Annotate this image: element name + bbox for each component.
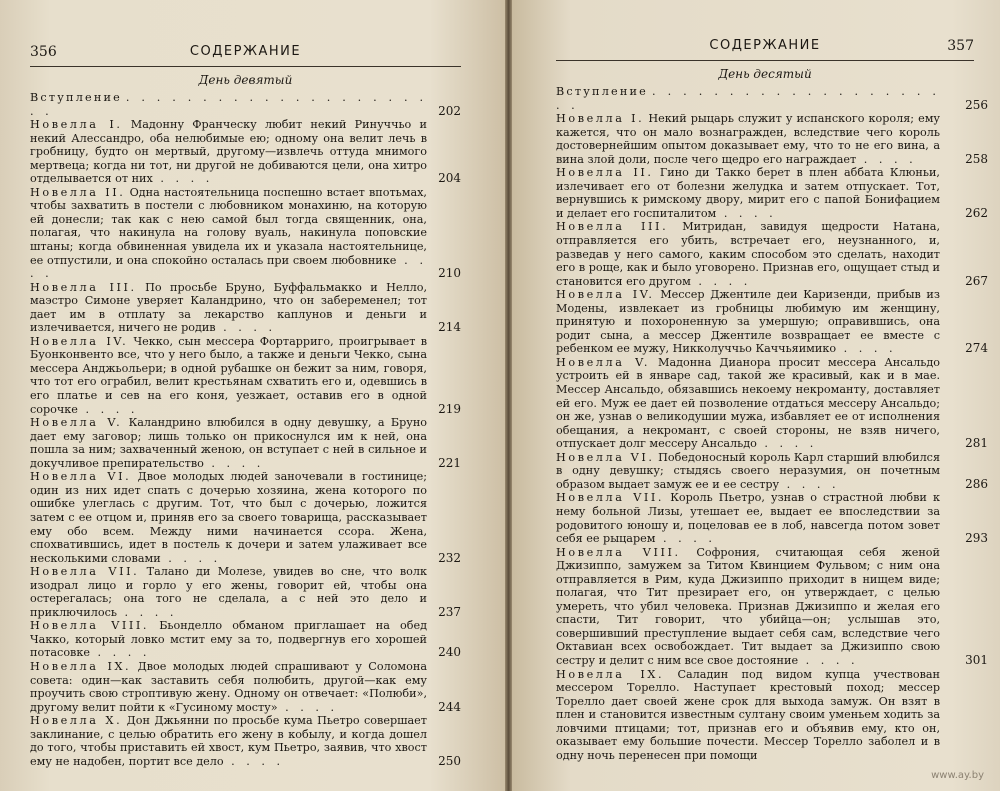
toc-entry: Новелла VI. Победоносный король Карл старший влюбился в одну девушку; стыдясь своего неразумия, он почетным образом выдает замуж ее и ее сестру . . . . 286 bbox=[556, 450, 988, 491]
right-page bbox=[512, 0, 1000, 791]
toc-page-ref: 204 bbox=[438, 171, 461, 186]
toc-entry-label: Новелла IV. bbox=[30, 334, 129, 348]
toc-entry: Новелла I. Некий рыцарь служит у испанского короля; ему кажется, что он мало вознагражден, вследствие чего король достовернейшим опытом доказывает ему, что то не его вина, а вина злой доли, после чего щедро его награждает . . . . 258 bbox=[556, 112, 988, 166]
toc-entry-label: Новелла VIII. bbox=[556, 545, 681, 559]
toc-entry-text: Софрония, считающая себя женой Джизиппо, замужем за Титом Квинцием Фульвом; с ним она отправляется в Рим, куда Джизиппо приходит в нищем виде; полагая, что Тит презирает его, он утверждает, с целью умереть, что убил человека. Признав Джизиппо и желая его спасти, Тит говорит, что убийца—он; услышав это, совершивший преступление выдает себя сам, вследствие чего Октавиан всех освобождает. Тит выдает за Джизиппо свою сестру и делит с ним все свое достояние bbox=[556, 545, 940, 667]
toc-entry-label: Новелла IX. bbox=[30, 659, 132, 673]
toc-entry-label: Новелла IV. bbox=[556, 288, 655, 302]
toc-entry-text: Гино ди Такко берет в плен аббата Клюньи, излечивает его от болезни желудка и затем отпускает. Тот, вернувшись к римскому двору, мирит его с папой Бонифацием и делает его госпиталитом bbox=[556, 166, 940, 220]
toc-entry-label: Новелла I. bbox=[556, 112, 645, 126]
watermark: www.ay.by bbox=[931, 770, 984, 781]
toc-entry-text: Одна настоятельница поспешно встает впотьмах, чтобы захватить в постели с любовником монахиню, на которую ей донесли; так как с нею самой был тогда священник, она, полагая, что накинула на голову вуаль, накинула поповские штаны; когда обвиненная увидела их и указала настоятельнице, ее отпустили, и она спокойно осталась при своем любовнике bbox=[30, 185, 427, 267]
toc-entry: Новелла VII. Талано ди Молезе, увидев во сне, что волк изодрал лицо и горло у его жены, говорит ей, чтобы она остерегалась; она того не сделала, а с ней это дело и приключилось . . . . 237 bbox=[30, 565, 461, 619]
toc-entry-label: Новелла I. bbox=[30, 118, 123, 132]
day-title-left: День девятый bbox=[198, 73, 293, 87]
toc-entry-label: Новелла X. bbox=[30, 714, 123, 728]
toc-entry-label: Новелла VII. bbox=[30, 565, 140, 579]
toc-intro-left: Вступление . . . . . . . . . . . . . . . . . . . . . . 202 bbox=[30, 91, 461, 118]
toc-intro-label: Вступление bbox=[30, 91, 122, 104]
toc-entry-text: Каландрино влюбился в одну девушку, а Бруно дает ему заговор; лишь только он прикоснулся им к ней, она пошла за ним; захваченный женою, он вступает с ней в сильное и докучливое препирательство bbox=[30, 416, 428, 470]
toc-page-ref: 240 bbox=[438, 645, 461, 660]
toc-page-ref: 202 bbox=[438, 103, 461, 118]
toc-entry-text: По просьбе Бруно, Буффальмакко и Нелло, маэстро Симоне уверяет Каландрино, что он забеременел; тот дает им в отплату за лекарство каплунов и деньги и излечивается, ничего не родив bbox=[30, 280, 428, 335]
toc-page-ref: 262 bbox=[965, 205, 988, 220]
toc-entry: Новелла III. Митридан, завидуя щедрости Натана, отправляется его убить, встречает его, неузнанного, и, разведав у него самого, каким способом это сделать, находит его в роще, как и было уговорено. Признав его, ощущает стыд и становится его другом . . . . 267 bbox=[556, 220, 988, 288]
toc-entry-text: Саладин под видом купца учествован мессером Торелло. Наступает крестовый поход; мессер Торелло дает своей жене срок для выхода замуж. Он взят в плен и становится известным султану своим уменьем ходить за ловчими птицами; тот, признав его и объявив ему, кто он, оказывает ему большие почести. Мессер Торелло заболел и в одну ночь перенесен при помощи bbox=[556, 667, 940, 762]
toc-page-ref: 244 bbox=[438, 699, 461, 714]
toc-page-ref: 221 bbox=[438, 455, 461, 470]
toc-page-ref: 281 bbox=[965, 436, 988, 451]
toc-page-ref: 286 bbox=[965, 476, 988, 491]
toc-entry-label: Новелла III. bbox=[556, 220, 669, 234]
toc-entry-label: Новелла VII. bbox=[556, 491, 665, 505]
toc-entry: Новелла II. Одна настоятельница поспешно встает впотьмах, чтобы захватить в постели с любовником монахиню, на которую ей донесли; так как с нею самой был тогда священник, она, полагая, что накинула на голову вуаль, накинула поповские штаны; когда обвиненная увидела их и указала настоятельнице, ее отпустили, и она спокойно осталась при своем любовнике . . . . 210 bbox=[30, 185, 461, 281]
toc-entry-text: Двое молодых людей заночевали в гостинице; один из них идет спать с дочерью хозяина, жена которого по ошибке улеглась с другим. Тот, что был с дочерью, ложится затем с ее отцом и, приняв его за своего товарища, рассказывает ему обо всем. Между ними начинается ссора. Жена, спохватившись, идет в постель к дочери и затем улаживает все несколькими словами bbox=[30, 470, 427, 565]
toc-entry-label: Новелла II. bbox=[30, 185, 126, 199]
toc-entry-label: Новелла III. bbox=[30, 280, 137, 294]
toc-entry-text: Мессер Джентиле деи Каризенди, прибыв из Модены, извлекает из гробницы любимую им женщину, принятую и похороненную за умершую; оправившись, она родит сына, а мессер Джентиле возвращает ее вместе с ребенком ее мужу, Никколуччьо Каччьяимико bbox=[556, 288, 940, 356]
toc-entry: Новелла V. Мадонна Дианора просит мессера Ансальдо устроить ей в январе сад, такой же красивый, как и в мае. Мессер Ансальдо, обязавшись некоему некроманту, доставляет ей его. Муж ее дает ей позволение отдаться мессеру Ансальдо; он же, узнав о великодушии мужа, избавляет ее от исполнения обещания, а некромант, с своей стороны, не взяв ничего, отпускает долг мессеру Ансальдо . . . . 281 bbox=[556, 355, 988, 451]
toc-list-right bbox=[556, 112, 988, 762]
toc-page-ref: 214 bbox=[438, 320, 461, 335]
toc-entry-label: Новелла V. bbox=[30, 416, 123, 430]
toc-entry-label: Новелла VI. bbox=[556, 450, 655, 464]
toc-entry: Новелла IX. Двое молодых людей спрашивают у Соломона совета: один—как заставить себя полюбить, другой—как ему проучить свою строптивую жену. Одному он отвечает: «Полюби», другому велит пойти к «Гусиному мосту» . . . . 244 bbox=[30, 659, 461, 714]
toc-entry: Новелла I. Мадонну Франческу любит некий Ринуччьо и некий Алессандро, оба нелюбимые ею; одному она велит лечь в гробницу, будто он мертвый, другому—извлечь оттуда мнимого мертвеца; когда ни тот, ни другой не добиваются цели, она хитро отделывается от них . . . . 204 bbox=[30, 118, 461, 186]
toc-entry-text: Мадонну Франческу любит некий Ринуччьо и некий Алессандро, оба нелюбимые ею; одному она велит лечь в гробницу, будто он мертвый, другому—извлечь оттуда мнимого мертвеца; когда ни тот, ни другой не добиваются цели, она хитро отделывается от них bbox=[30, 118, 427, 186]
book-gutter bbox=[505, 0, 512, 791]
running-header-left bbox=[30, 42, 461, 67]
toc-page-ref: 232 bbox=[438, 550, 461, 565]
toc-entry: Новелла IV. Чекко, сын мессера Фортарриго, проигрывает в Буонконвенто все, что у него было, а также и деньги Чекко, сына мессера Анджьольери; в одной рубашке он бежит за ним, говоря, что тот его ограбил, велит крестьянам схватить его и, одевшись в его платье и сев на его коня, уезжает, оставив его в одной сорочке . . . . 219 bbox=[30, 334, 461, 416]
toc-entry-label: Новелла IX. bbox=[556, 667, 665, 681]
toc-intro-right: Вступление . . . . . . . . . . . . . . . . . . . . . 256 bbox=[556, 85, 988, 112]
toc-entry-text: Победоносный король Карл старший влюбился в одну девушку; стыдясь своего неразумия, он почетным образом выдает замуж ее и ее сестру bbox=[556, 450, 941, 491]
page-number-right: 357 bbox=[947, 38, 974, 54]
toc-page-ref: 256 bbox=[965, 97, 988, 112]
toc-list-left bbox=[30, 118, 461, 768]
toc-entry-text: Король Пьетро, узнав о страстной любви к нему больной Лизы, утешает ее, выдает ее впоследствии за родовитого юношу и, поцеловав ее в лоб, навсегда потом зовет себя ее рыцарем bbox=[556, 491, 940, 546]
day-title-right: День десятый bbox=[718, 67, 812, 81]
toc-page-ref: 274 bbox=[965, 341, 988, 356]
toc-entry: Новелла VI. Двое молодых людей заночевали в гостинице; один из них идет спать с дочерью хозяина, жена которого по ошибке улеглась с другим. Тот, что был с дочерью, ложится затем с ее отцом и, приняв его за своего товарища, рассказывает ему обо всем. Между ними начинается ссора. Жена, спохватившись, идет в постель к дочери и затем улаживает все несколькими словами . . . . 232 bbox=[30, 470, 461, 565]
toc-entry: Новелла X. Дон Джьянни по просьбе кума Пьетро совершает заклинание, с целью обратить его жену в кобылу, и когда дошел до того, чтобы приставить ей хвост, кум Пьетро, заявив, что хвост ему не надобен, портит все дело . . . . 250 bbox=[30, 714, 461, 768]
toc-entry: Новелла VIII. Бьонделло обманом приглашает на обед Чакко, который ловко мстит ему за то, подвергнув его хорошей потасовке . . . . 240 bbox=[30, 619, 461, 660]
toc-entry-text: Талано ди Молезе, увидев во сне, что волк изодрал лицо и горло у его жены, говорит ей, чтобы она остерегалась; она того не сделала, а с ней это дело и приключилось bbox=[30, 565, 428, 619]
toc-entry-text: Некий рыцарь служит у испанского короля; ему кажется, что он мало вознагражден, вследствие чего король достовернейшим опытом доказывает ему, что то не его вина, а вина злой доли, после чего щедро его награждает bbox=[556, 112, 941, 166]
toc-entry-label: Новелла VIII. bbox=[30, 619, 150, 633]
toc-entry-text: Дон Джьянни по просьбе кума Пьетро совершает заклинание, с целью обратить его жену в кобылу, и когда дошел до того, чтобы приставить ей хвост, кум Пьетро, заявив, что хвост ему не надобен, портит все дело bbox=[30, 714, 427, 768]
toc-entry-label: Новелла V. bbox=[556, 355, 651, 369]
running-title-left: СОДЕРЖАНИЕ bbox=[189, 44, 302, 59]
toc-page-ref: 237 bbox=[438, 604, 461, 619]
toc-page-ref: 250 bbox=[438, 753, 461, 768]
toc-entry bbox=[556, 668, 974, 763]
toc-entry-text: Мадонна Дианора просит мессера Ансальдо устроить ей в январе сад, такой же красивый, как и в мае. Мессер Ансальдо, обязавшись некоему некроманту, доставляет ей его. Муж ее дает ей позволение отдаться мессеру Ансальдо; он же, узнав о великодушии мужа, избавляет ее от исполнения обещания, а некромант, с своей стороны, не взяв ничего, отпускает долг мессеру Ансальдо bbox=[556, 355, 941, 451]
toc-page-ref: 293 bbox=[965, 531, 988, 546]
page-number-left: 356 bbox=[30, 44, 57, 60]
toc-entry: Новелла IV. Мессер Джентиле деи Каризенди, прибыв из Модены, извлекает из гробницы любимую им женщину, принятую и похороненную за умершую; оправившись, она родит сына, а мессер Джентиле возвращает ее вместе с ребенком ее мужу, Никколуччьо Каччьяимико . . . . 274 bbox=[556, 288, 988, 356]
toc-page-ref: 210 bbox=[438, 266, 461, 281]
toc-entry: Новелла V. Каландрино влюбился в одну девушку, а Бруно дает ему заговор; лишь только он прикоснулся им к ней, она пошла за ним; захваченный женою, он вступает с ней в сильное и докучливое препирательство . . . . 221 bbox=[30, 416, 461, 470]
toc-entry: Новелла II. Гино ди Такко берет в плен аббата Клюньи, излечивает его от болезни желудка и затем отпускает. Тот, вернувшись к римскому двору, мирит его с папой Бонифацием и делает его госпиталитом . . . . 262 bbox=[556, 166, 988, 220]
toc-entry-text: Чекко, сын мессера Фортарриго, проигрывает в Буонконвенто все, что у него было, а также и деньги Чекко, сына мессера Анджьольери; в одной рубашке он бежит за ним, говоря, что тот его ограбил, велит крестьянам схватить его и, одевшись в его платье и сев на его коня, уезжает, оставив его в одной сорочке bbox=[30, 334, 427, 416]
toc-entry: Новелла VIII. Софрония, считающая себя женой Джизиппо, замужем за Титом Квинцием Фульвом; с ним она отправляется в Рим, куда Джизиппо приходит в нищем виде; полагая, что Тит презирает его, он утверждает, с целью умереть, что убил человека. Признав Джизиппо и желая его спасти, Тит говорит, что убийца—он; услышав это, совершивший преступление выдает себя сам, вследствие чего Октавиан всех освобождает. Тит выдает за Джизиппо свою сестру и делит с ним все свое достояние . . . . 301 bbox=[556, 545, 988, 667]
toc-entry-label: Новелла II. bbox=[556, 166, 654, 180]
toc-entry-text: Двое молодых людей спрашивают у Соломона совета: один—как заставить себя полюбить, другой—как ему проучить свою строптивую жену. Одному он отвечает: «Полюби», другому велит пойти к «Гусиному мосту» bbox=[30, 659, 427, 714]
toc-entry: Новелла VII. Король Пьетро, узнав о страстной любви к нему больной Лизы, утешает ее, выдает ее впоследствии за родовитого юношу и, поцеловав ее в лоб, навсегда потом зовет себя ее рыцарем . . . . 293 bbox=[556, 491, 988, 546]
toc-page-ref: 258 bbox=[965, 151, 988, 166]
toc-entry-label: Новелла VI. bbox=[30, 470, 132, 484]
toc-page-ref: 219 bbox=[438, 401, 461, 416]
running-title-right: СОДЕРЖАНИЕ bbox=[709, 38, 821, 53]
running-header-right bbox=[556, 36, 974, 61]
toc-entry-text: Митридан, завидуя щедрости Натана, отправляется его убить, встречает его, неузнанного, и, разведав у него самого, каким способом это сделать, находит его в роще, как и было уговорено. Признав его, ощущает стыд и становится его другом bbox=[556, 220, 941, 288]
toc-page-ref: 301 bbox=[965, 652, 988, 667]
toc-page-ref: 267 bbox=[965, 273, 988, 288]
toc-intro-label: Вступление bbox=[556, 85, 648, 98]
toc-entry-text: Бьонделло обманом приглашает на обед Чакко, который ловко мстит ему за то, подвергнув его хорошей потасовке bbox=[30, 619, 428, 660]
toc-entry: Новелла III. По просьбе Бруно, Буффальмакко и Нелло, маэстро Симоне уверяет Каландрино, что он забеременел; тот дает им в отплату за лекарство каплунов и деньги и излечивается, ничего не родив . . . . 214 bbox=[30, 280, 461, 335]
